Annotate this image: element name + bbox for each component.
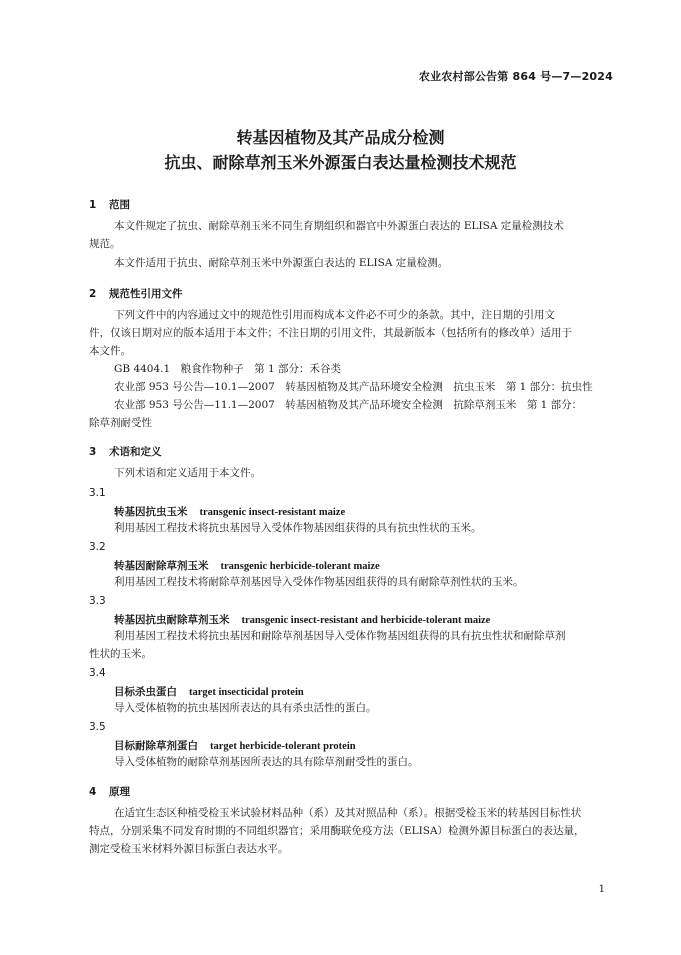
section-3-heading bbox=[89, 444, 162, 459]
term-english: transgenic insect-resistant maize bbox=[199, 507, 346, 518]
term-entry bbox=[114, 612, 490, 627]
page-number: 1 bbox=[598, 884, 605, 895]
term-chinese: 转基因抗虫玉米 bbox=[114, 506, 188, 518]
section-1-heading bbox=[89, 197, 130, 212]
term-entry bbox=[114, 504, 345, 519]
term-number: 3.1 bbox=[89, 487, 106, 499]
scope-paragraph-2: 本文件适用于抗虫、耐除草剂玉米中外源蛋白表达的 ELISA 定量检测。 bbox=[114, 257, 449, 269]
reference-item-2: 农业部 953 号公告—10.1—2007 转基因植物及其产品环境安全检测 抗虫玉米 第 1 部分：抗虫性 bbox=[114, 381, 593, 393]
term-definition: 利用基因工程技术将抗虫基因导入受体作物基因组获得的具有抗虫性状的玉米。 bbox=[114, 522, 482, 534]
term-number: 3.3 bbox=[89, 595, 106, 607]
term-entry bbox=[114, 558, 380, 573]
reference-item-3-line-2: 除草剂耐受性 bbox=[89, 417, 152, 429]
references-paragraph-line-1: 下列文件中的内容通过文中的规范性引用而构成本文件必不可少的条款。其中，注日期的引用文 bbox=[114, 309, 555, 321]
scope-paragraph-1-line-1: 本文件规定了抗虫、耐除草剂玉米不同生育期组织和器官中外源蛋白表达的 ELISA 定量检测技术 bbox=[114, 220, 564, 232]
term-number: 3.2 bbox=[89, 541, 106, 553]
principle-paragraph-line-1: 在适宜生态区种植受检玉米试验材料品种（系）及其对照品种（系）。根据受检玉米的转基因目标性状 bbox=[114, 807, 582, 819]
section-title: 原理 bbox=[109, 786, 130, 798]
term-entry bbox=[114, 684, 304, 699]
scope-paragraph-1-line-2: 规范。 bbox=[89, 238, 121, 250]
reference-item-1: GB 4404.1 粮食作物种子 第 1 部分：禾谷类 bbox=[114, 363, 342, 375]
term-english: transgenic insect-resistant and herbicide-tolerant maize bbox=[241, 615, 491, 626]
term-chinese: 转基因耐除草剂玉米 bbox=[114, 560, 209, 572]
title-line-2: 抗虫、耐除草剂玉米外源蛋白表达量检测技术规范 bbox=[164, 153, 517, 172]
term-chinese: 目标杀虫蛋白 bbox=[114, 686, 177, 698]
term-definition: 利用基因工程技术将耐除草剂基因导入受体作物基因组获得的具有耐除草剂性状的玉米。 bbox=[114, 576, 524, 588]
principle-paragraph-line-3: 测定受检玉米材料外源目标蛋白表达水平。 bbox=[89, 843, 289, 855]
references-paragraph-line-2: 件，仅该日期对应的版本适用于本文件；不注日期的引用文件，其最新版本（包括所有的修改单）适用于 bbox=[89, 327, 572, 339]
section-2-heading bbox=[89, 286, 183, 301]
terms-intro: 下列术语和定义适用于本文件。 bbox=[114, 467, 261, 479]
term-definition-line-2: 性状的玉米。 bbox=[89, 648, 152, 660]
standard-code: 农业农村部公告第 864 号—7—2024 bbox=[418, 70, 613, 83]
title-line-1: 转基因植物及其产品成分检测 bbox=[236, 128, 445, 147]
term-chinese: 转基因抗虫耐除草剂玉米 bbox=[114, 614, 230, 626]
term-definition-line-1: 利用基因工程技术将抗虫基因和耐除草剂基因导入受体作物基因组获得的具有抗虫性状和耐除草剂 bbox=[114, 630, 566, 642]
term-definition: 导入受体植物的抗虫基因所表达的具有杀虫活性的蛋白。 bbox=[114, 702, 377, 714]
term-entry bbox=[114, 738, 356, 753]
references-paragraph-line-3: 本文件。 bbox=[89, 345, 131, 357]
reference-item-3-line-1: 农业部 953 号公告—11.1—2007 转基因植物及其产品环境安全检测 抗除草剂玉米 第 1 部分： bbox=[114, 399, 583, 411]
principle-paragraph-line-2: 特点，分别采集不同发育时期的不同组织器官；采用酶联免疫方法（ELISA）检测外源目标蛋白的表达量， bbox=[89, 825, 585, 837]
term-definition: 导入受体植物的耐除草剂基因所表达的具有除草剂耐受性的蛋白。 bbox=[114, 756, 419, 768]
section-number: 3 bbox=[89, 446, 97, 458]
section-title: 规范性引用文件 bbox=[109, 288, 183, 300]
section-4-heading bbox=[89, 784, 130, 799]
term-english: target herbicide-tolerant protein bbox=[210, 741, 356, 752]
term-chinese: 目标耐除草剂蛋白 bbox=[114, 740, 198, 752]
term-english: target insecticidal protein bbox=[189, 687, 304, 698]
section-title: 范围 bbox=[109, 199, 130, 211]
section-number: 2 bbox=[89, 288, 97, 300]
section-title: 术语和定义 bbox=[109, 446, 162, 458]
section-number: 4 bbox=[89, 786, 97, 798]
term-number: 3.4 bbox=[89, 667, 106, 679]
term-number: 3.5 bbox=[89, 721, 106, 733]
term-english: transgenic herbicide-tolerant maize bbox=[220, 561, 380, 572]
section-number: 1 bbox=[89, 199, 97, 211]
